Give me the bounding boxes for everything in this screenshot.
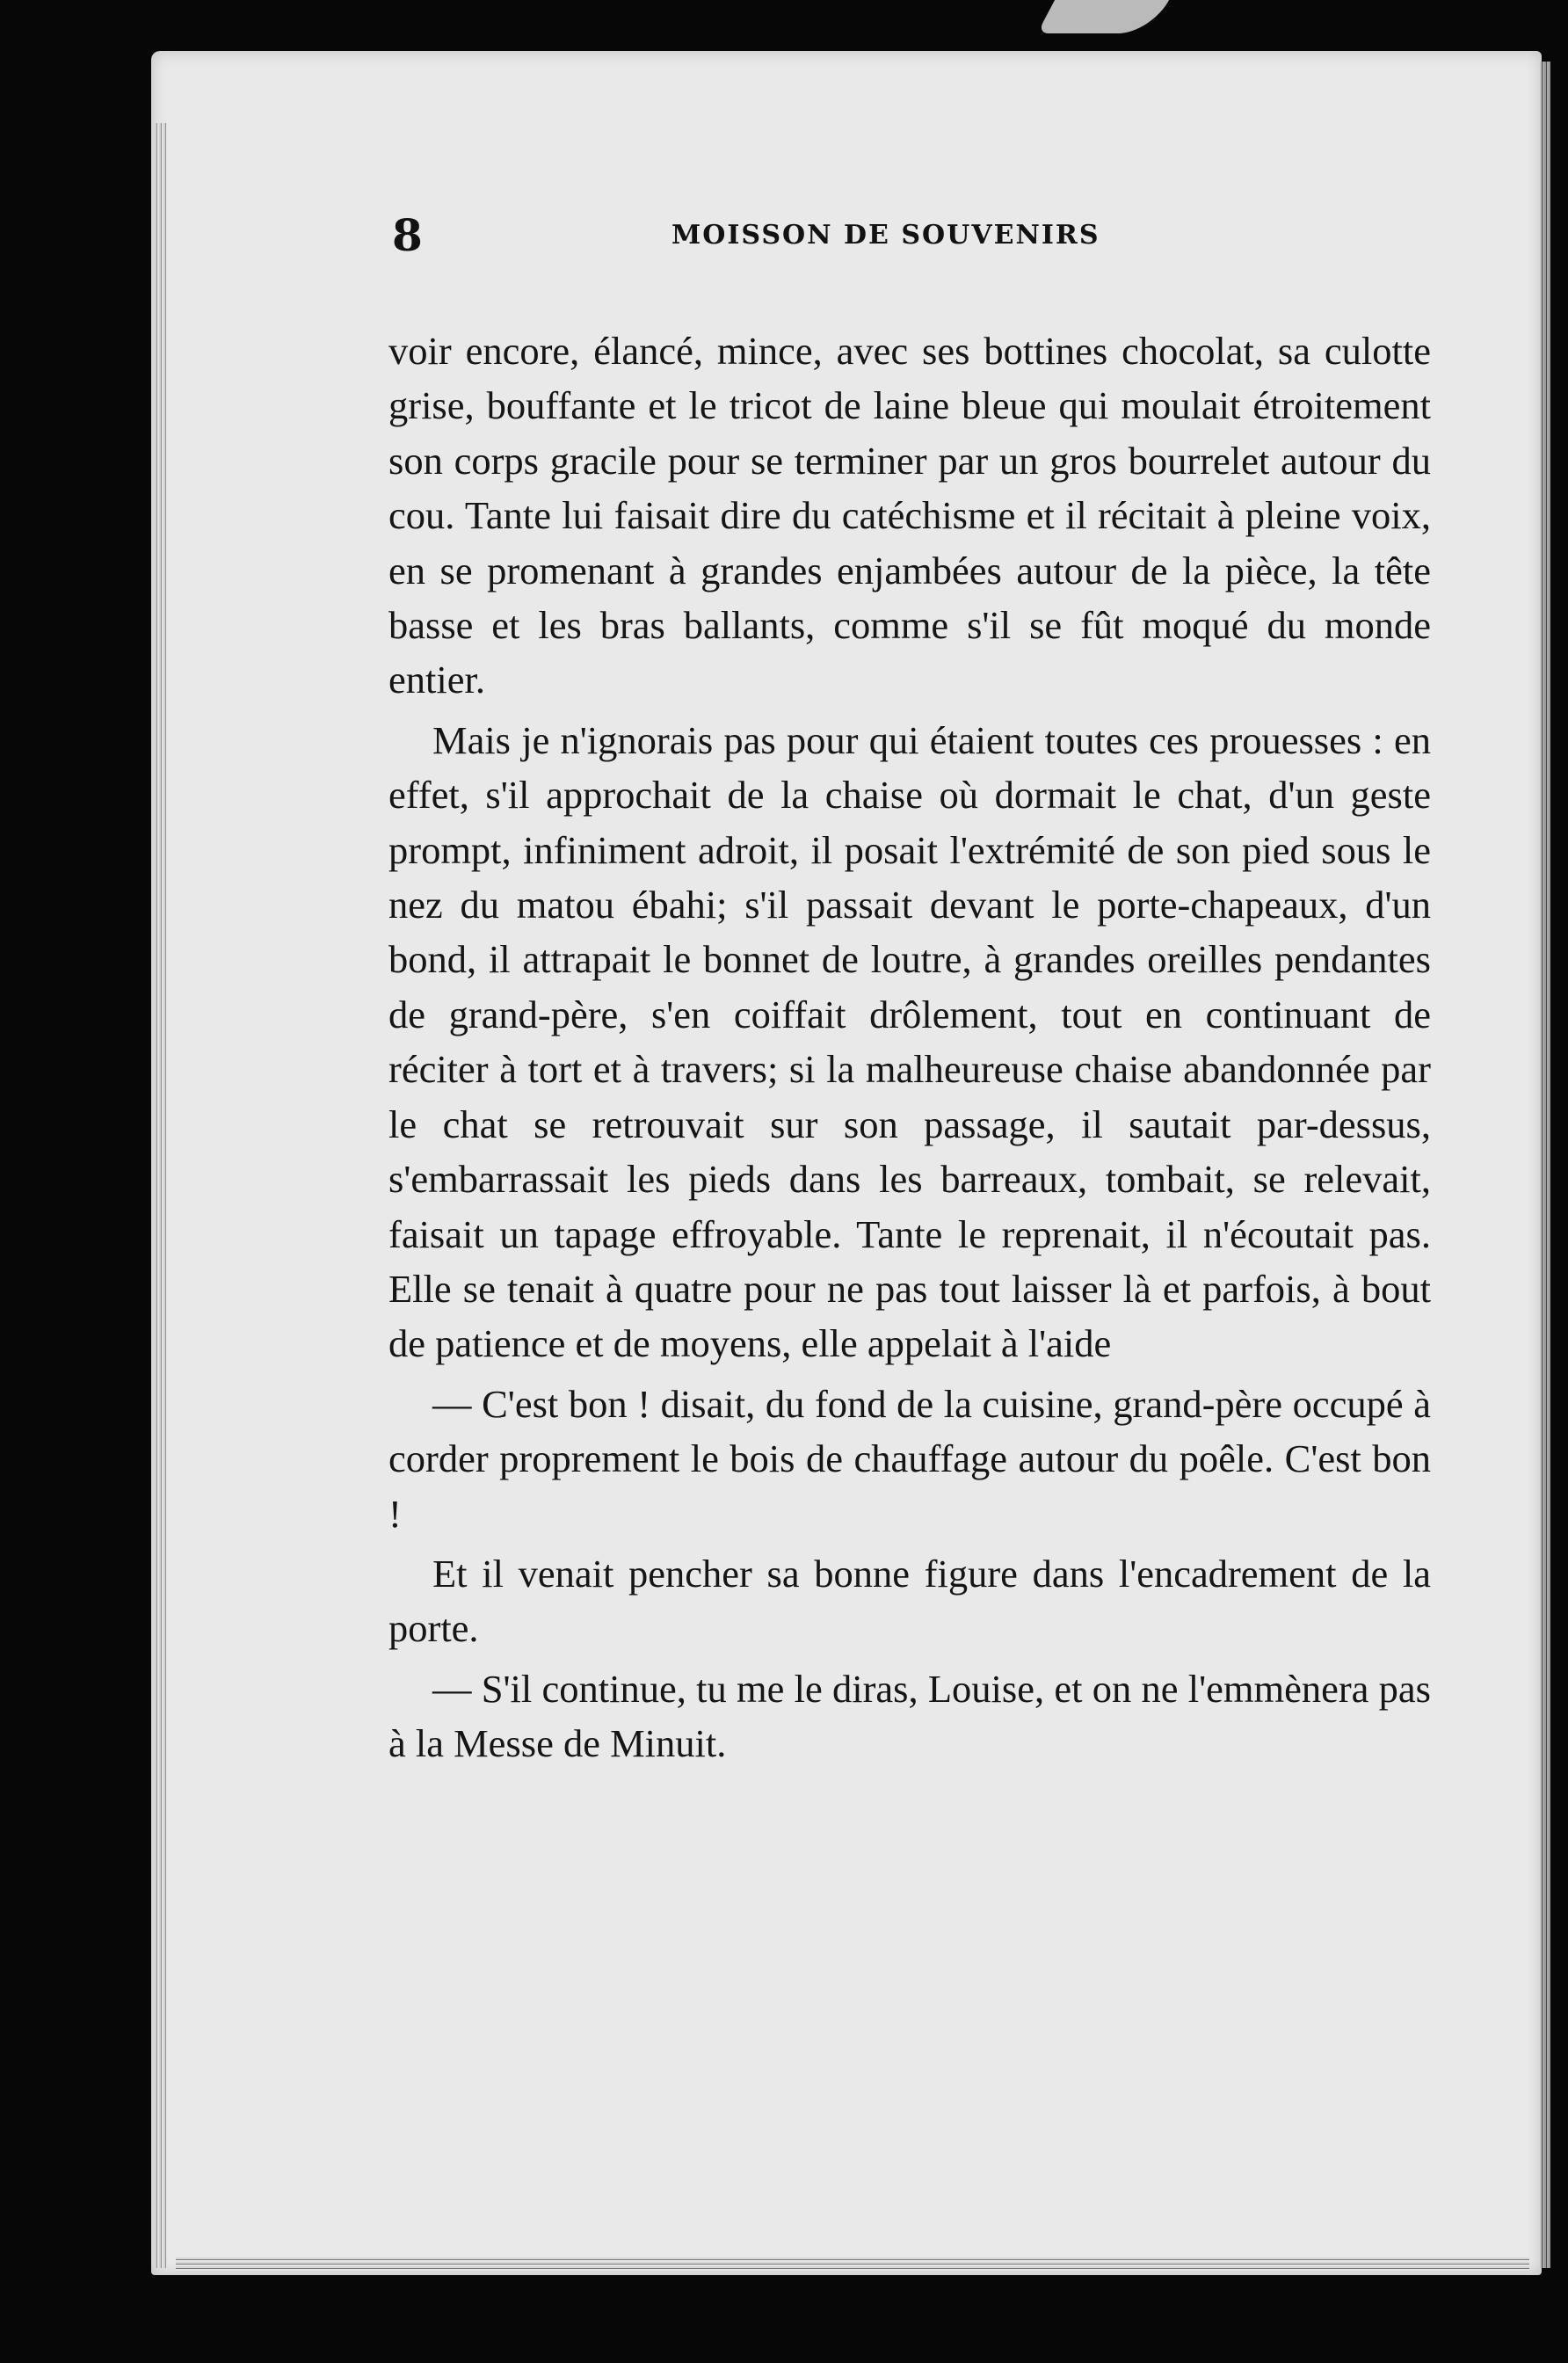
page-edges-right xyxy=(1540,62,1550,2268)
page-number: 8 xyxy=(392,209,423,261)
page-header xyxy=(392,209,1429,271)
scan-artifact xyxy=(1037,0,1169,33)
page-edges-bottom xyxy=(176,2258,1529,2272)
paragraph-4: Et il venait pencher sa bonne figure dans l'encadrement de la porte. xyxy=(388,1551,1431,1651)
running-head: MOISSON DE SOUVENIRS xyxy=(671,220,1100,251)
page-edges-left xyxy=(155,123,167,2268)
body-text xyxy=(388,324,1431,1771)
paragraph-5: — S'il continue, tu me le diras, Louise, et on ne l'emmènera pas à la Messe de Minuit. xyxy=(388,1666,1431,1766)
paragraph-2: Mais je n'ignorais pas pour qui étaient toutes ces prouesses : en effet, s'il approchait de la chaise où dormait le chat, d'un geste prompt, infiniment adroit, il posait l'extrémité de son pied sous le nez du matou ébahi; s'il passait devant le porte-chapeaux, d'un bond, il attrapait le bonnet de loutre, à grandes oreilles pendantes de grand-père, s'en coiffait drôlement, tout en continuant de réciter à tort et à travers; si la malheureuse chaise abandonnée par le chat se retrouvait sur son passage, il sautait par-dessus, s'embarrassait les pieds dans les barreaux, tombait, se relevait, faisait un tapage effroyable. Tante le reprenait, il n'écoutait pas. Elle se tenait à quatre pour ne pas tout laisser là et parfois, à bout de patience et de moyens, elle appelait à l'aide xyxy=(388,717,1431,1366)
paragraph-3: — C'est bon ! disait, du fond de la cuisine, grand-père occupé à corder proprement le bois de chauffage autour du poêle. C'est bon ! xyxy=(388,1381,1431,1536)
paragraph-1: voir encore, élancé, mince, avec ses bottines chocolat, sa culotte grise, bouffante et le tricot de laine bleue qui moulait étroitement son corps gracile pour se terminer par un gros bourrelet autour du cou. Tante lui faisait dire du catéchisme et il récitait à pleine voix, en se promenant à grandes enjambées autour de la pièce, la tête basse et les bras ballants, comme s'il se fût moqué du monde entier. xyxy=(388,329,1431,702)
